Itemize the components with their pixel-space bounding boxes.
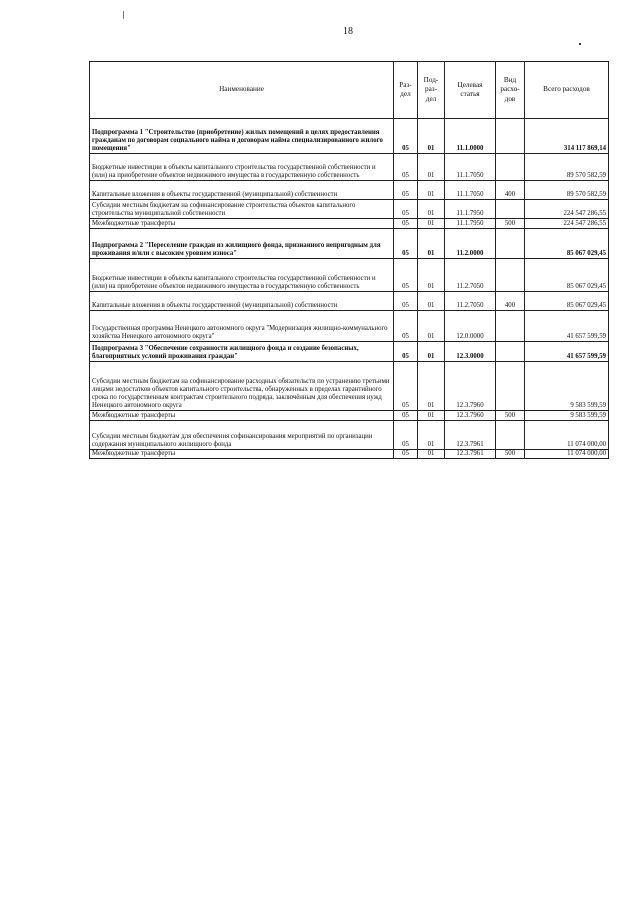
row-name: Подпрограмма 1 "Строительство (приобретение) жилых помещений в целях предоставления гражданам по договорам социального найма и договорам найма специализированного жилого помещения" [90,119,394,154]
row-section: 05 [394,362,418,411]
table-row [90,181,609,200]
row-section: 05 [394,219,418,229]
table-row [90,292,609,311]
row-total: 11 074 000,00 [525,421,609,450]
table-row [90,411,609,421]
row-name: Бюджетные инвестиции в объекты капитального строительства государственной собственности и (или) на приобретение объектов недвижимого имущества в государственную собственность [90,154,394,181]
row-target: 11.2.7050 [445,259,496,292]
row-exp-type [496,259,525,292]
header-target-text: Целевая статья [457,80,483,98]
row-name: Капитальные вложения в объекты государственной (муниципальной) собственности [90,292,394,311]
header-target [445,62,496,119]
header-section [394,62,418,119]
row-section: 05 [394,119,418,154]
budget-table [89,61,609,459]
row-section: 05 [394,411,418,421]
header-exp-type [496,62,525,119]
row-name: Межбюджетные трансферты [90,219,394,229]
row-exp-type [496,311,525,342]
row-exp-type [496,421,525,450]
table-row [90,450,609,459]
row-exp-type [496,154,525,181]
table-row [90,421,609,450]
row-total: 89 570 582,59 [525,154,609,181]
row-target: 12.3.0000 [445,342,496,362]
row-exp-type [496,229,525,259]
table-row [90,200,609,219]
row-section: 05 [394,421,418,450]
table-row [90,119,609,154]
row-section: 05 [394,292,418,311]
table-row [90,219,609,229]
row-total: 41 657 599,59 [525,342,609,362]
row-section: 05 [394,154,418,181]
table-row [90,229,609,259]
row-exp-type: 500 [496,219,525,229]
row-exp-type: 400 [496,292,525,311]
row-target: 12.3.7960 [445,411,496,421]
header-exp-type-text: Вид расхо- дов [500,75,520,103]
row-target: 12.0.0000 [445,311,496,342]
row-subsection: 01 [418,119,445,154]
row-section: 05 [394,229,418,259]
row-total: 11 074 000,00 [525,450,609,459]
table-body [90,119,609,459]
scan-speck [579,43,581,45]
row-subsection: 01 [418,311,445,342]
row-section: 05 [394,311,418,342]
row-total: 224 547 286,55 [525,200,609,219]
row-target: 11.1.7950 [445,219,496,229]
row-subsection: 01 [418,342,445,362]
row-total: 224 547 286,55 [525,219,609,229]
row-name: Субсидии местным бюджетам для обеспечения софинансирования мероприятий по организации содержания муниципального жилищного фонда [90,421,394,450]
row-section: 05 [394,259,418,292]
row-name: Субсидии местным бюджетам на софинансирование строительства объектов капитального строительства муниципальной собственности [90,200,394,219]
row-subsection: 01 [418,450,445,459]
row-total: 85 067 029,45 [525,259,609,292]
row-exp-type [496,119,525,154]
row-name: Субсидии местным бюджетам на софинансирование расходных обязательств по устранению третьими лицами недостатков объектов капитального строительства, обнаруженных в пределах гарантийного срока по государственным контрактам строительного подряда, заключённым для обеспечения нужд Ненецкого автономного округа [90,362,394,411]
table-row [90,259,609,292]
row-total: 85 067 029,45 [525,292,609,311]
row-subsection: 01 [418,154,445,181]
row-section: 05 [394,200,418,219]
row-target: 11.2.0000 [445,229,496,259]
row-target: 12.3.7961 [445,450,496,459]
row-exp-type [496,200,525,219]
page-number: 18 [343,26,353,37]
header-subsection [418,62,445,119]
row-section: 05 [394,342,418,362]
row-subsection: 01 [418,411,445,421]
row-name: Межбюджетные трансферты [90,450,394,459]
row-target: 11.1.7050 [445,181,496,200]
row-subsection: 01 [418,229,445,259]
row-section: 05 [394,181,418,200]
table-row [90,154,609,181]
row-exp-type: 400 [496,181,525,200]
row-target: 11.1.7050 [445,154,496,181]
row-name: Капитальные вложения в объекты государственной (муниципальной) собственности [90,181,394,200]
row-total: 41 657 599,59 [525,311,609,342]
table-row [90,342,609,362]
table-row [90,362,609,411]
row-total: 85 067 029,45 [525,229,609,259]
header-name: Наименование [90,62,394,119]
row-subsection: 01 [418,200,445,219]
row-total: 314 117 869,14 [525,119,609,154]
row-name: Подпрограмма 2 "Переселение граждан из жилищного фонда, признанного непригодным для проживания и/или с высоким уровнем износа" [90,229,394,259]
row-subsection: 01 [418,259,445,292]
row-target: 11.2.7050 [445,292,496,311]
row-target: 12.3.7961 [445,421,496,450]
table-row [90,311,609,342]
row-exp-type [496,362,525,411]
row-exp-type: 500 [496,411,525,421]
row-target: 11.1.7950 [445,200,496,219]
row-target: 11.1.0000 [445,119,496,154]
row-total: 9 583 599,59 [525,411,609,421]
header-total: Всего расходов [525,62,609,119]
row-subsection: 01 [418,421,445,450]
row-exp-type [496,342,525,362]
row-total: 89 570 582,59 [525,181,609,200]
row-subsection: 01 [418,292,445,311]
row-subsection: 01 [418,362,445,411]
row-name: Межбюджетные трансферты [90,411,394,421]
header-subsection-text: Под- раз- дел [423,75,439,103]
row-name: Государственная программа Ненецкого автономного округа "Модернизация жилищно-коммунального хозяйства Ненецкого автономного округа" [90,311,394,342]
row-name: Подпрограмма 3 "Обеспечение сохранности жилищного фонда и создание безопасных, благоприятных условий проживания граждан" [90,342,394,362]
row-exp-type: 500 [496,450,525,459]
row-subsection: 01 [418,219,445,229]
row-total: 9 583 599,59 [525,362,609,411]
header-section-text: Раз- дел [399,80,412,98]
row-subsection: 01 [418,181,445,200]
row-name: Бюджетные инвестиции в объекты капитального строительства государственной собственности и (или) на приобретение объектов недвижимого имущества в государственную собственность [90,259,394,292]
row-target: 12.3.7960 [445,362,496,411]
scan-mark [123,11,124,19]
row-section: 05 [394,450,418,459]
